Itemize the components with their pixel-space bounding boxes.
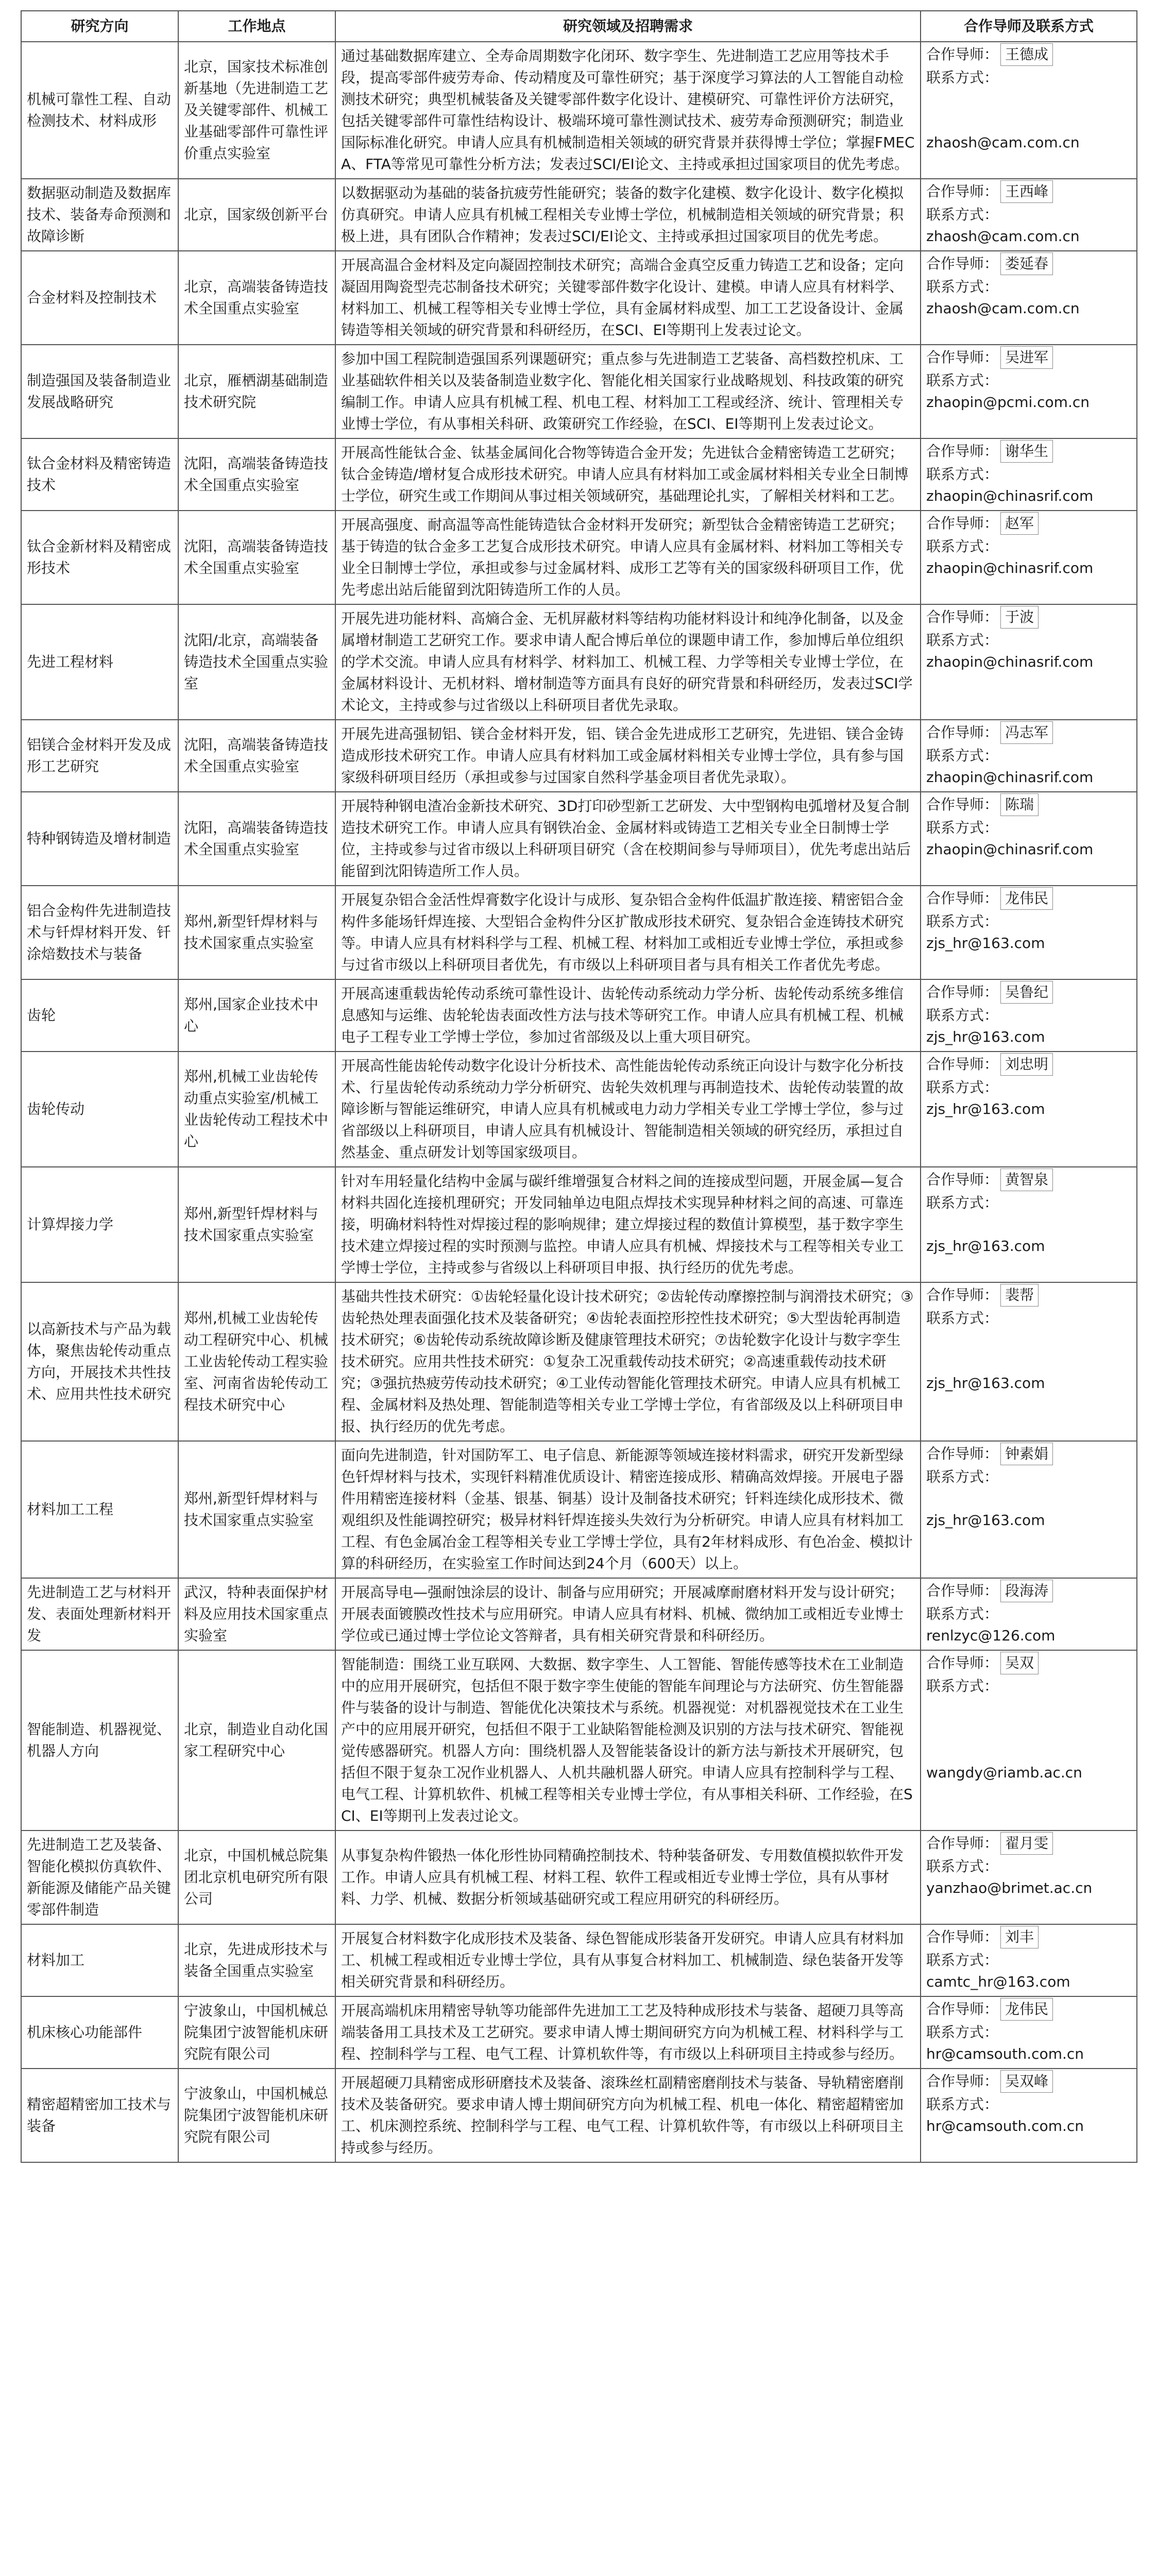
cell-direction: 精密超精密加工技术与装备	[21, 2069, 178, 2162]
cell-contact	[921, 251, 1137, 345]
contact-email-link[interactable]: zhaosh@cam.com.cn	[926, 228, 1080, 245]
cell-direction: 齿轮	[21, 979, 178, 1052]
contact-email-link[interactable]: zjs_hr@163.com	[926, 935, 1045, 952]
cell-location: 宁波象山，中国机械总院集团宁波智能机床研究院有限公司	[178, 2069, 335, 2162]
cell-direction: 铝合金构件先进制造技术与钎焊材料开发、钎涂焙数技术与装备	[21, 886, 178, 979]
advisor-label: 合作导师：	[926, 984, 999, 1001]
contact-label: 联系方式：	[926, 1310, 999, 1327]
table-row	[21, 792, 1137, 886]
cell-location: 沈阳，高端装备铸造技术全国重点实验室	[178, 792, 335, 886]
cell-requirements: 开展高性能齿轮传动数字化设计分析技术、高性能齿轮传动系统正向设计与数字化分析技术、行星齿轮传动系统动力学分析研究、齿轮失效机理与再制造技术、齿轮传动装置的故障诊断与智能运维研究，申请人应具有机械或电力动力学相关专业工学博士学位，参与过省部级以上科研项目，申请人应具有机械设计、智能制造相关领域的研究经历，承担过自然基金、重点研发计划等国家级项目。	[335, 1052, 921, 1167]
advisor-name: 段海涛	[1000, 1580, 1053, 1602]
cell-location: 北京，国家级创新平台	[178, 179, 335, 251]
advisor-line	[921, 1579, 1136, 1602]
header-requirements: 研究领域及招聘需求	[335, 11, 921, 42]
contact-label: 联系方式：	[926, 466, 999, 483]
cell-location: 北京，先进成形技术与装备全国重点实验室	[178, 1924, 335, 1996]
cell-requirements: 开展复杂铝合金活性焊膏数字化设计与成形、复杂铝合金构件低温扩散连接、精密铝合金构件多能场钎焊连接、大型铝合金构件分区扩散成形技术研究、复杂铝合金连铸技术研究等。申请人应具有材料科学与工程、机械工程、材料加工或相近专业博士学位，承担或参与过省市级以上科研项目者优先，有市级以上科研项目者与具有相关工作者优先考虑。	[335, 886, 921, 979]
cell-location: 郑州,国家企业技术中心	[178, 979, 335, 1052]
cell-requirements: 开展超硬刀具精密成形研磨技术及装备、滚珠丝杠副精密磨削技术与装备、导轨精密磨削技术及装备研究。要求申请人博士期间研究方向为机械工程、机电一体化、精密超精密加工、机床测控系统、控制科学与工程、电气工程、计算机软件等，有市级以上科研项目主持或参与经历。	[335, 2069, 921, 2162]
cell-requirements: 基础共性技术研究：①齿轮轻量化设计技术研究；②齿轮传动摩擦控制与润滑技术研究；③齿轮热处理表面强化技术及装备研究；④齿轮表面控形控性技术研究；⑤大型齿轮再制造技术研究；⑥齿轮传动系统故障诊断及健康管理技术研究；⑦齿轮数字化设计与数字孪生技术研究。应用共性技术研究：①复杂工况重载传动技术研究；②高速重载传动技术研究；③强抗热疲劳传动技术研究；④工业传动智能化管理技术研究。申请人应具有机械工程、金属材料及热处理、智能制造等相关专业工学博士学位，有省部级及以上科研项目申报、执行经历的优先考虑。	[335, 1282, 921, 1441]
cell-location: 郑州,新型钎焊材料与技术国家重点实验室	[178, 1441, 335, 1578]
advisor-label: 合作导师：	[926, 1286, 999, 1303]
cell-contact	[921, 1650, 1137, 1831]
table-row	[21, 179, 1137, 251]
advisor-label: 合作导师：	[926, 2073, 999, 2090]
advisor-name: 龙伟民	[1000, 887, 1053, 910]
advisor-label: 合作导师：	[926, 1654, 999, 1671]
cell-requirements: 开展复合材料数字化成形技术及装备、绿色智能成形装备开发研究。申请人应具有材料加工、机械工程或相近专业博士学位，具有从事复合材料加工、机械制造、绿色装备开发等相关研究背景和科研经历。	[335, 1924, 921, 1996]
cell-requirements: 以数据驱动为基础的装备抗疲劳性能研究；装备的数字化建模、数字化设计、数字化模拟仿真研究。申请人应具有机械工程相关专业博士学位，机械制造相关领域的研究背景；积极上进，具有团队合作精神；发表过SCI/EI论文、主持或承担过国家项目的优先考虑。	[335, 179, 921, 251]
contact-label: 联系方式：	[926, 1605, 999, 1622]
table-row	[21, 1650, 1137, 1831]
table-body	[21, 42, 1137, 2162]
contact-label: 联系方式：	[926, 1952, 999, 1969]
advisor-name: 吴双	[1000, 1652, 1039, 1674]
cell-requirements: 开展高速重载齿轮传动系统可靠性设计、齿轮传动系统动力学分析、齿轮传动系统多维信息感知与运维、齿轮轮齿表面改性方法与技术等研究工作。申请人应具有机械工程、机械电子工程专业工学博士学位，参加过省部级及以上重大项目研究。	[335, 979, 921, 1052]
contact-label: 联系方式：	[926, 747, 999, 764]
cell-contact	[921, 1996, 1137, 2069]
contact-label: 联系方式：	[926, 1194, 999, 1211]
cell-requirements: 开展先进功能材料、高熵合金、无机屏蔽材料等结构功能材料设计和纯净化制备，以及金属增材制造工艺研究工作。要求申请人配合博后单位的课题申请工作，参加博后单位组织的学术交流。申请人应具有材料学、材料加工、机械工程、力学等相关专业博士学位，在金属材料设计、无机材料、增材制造等方面具有良好的研究背景和科研经历，发表过SCI学术论文，主持或参与过省级以上科研项目者优先录取。	[335, 604, 921, 720]
advisor-label: 合作导师：	[926, 46, 999, 63]
advisor-name: 赵军	[1000, 512, 1039, 535]
advisor-line	[921, 720, 1136, 744]
advisor-label: 合作导师：	[926, 1056, 999, 1073]
cell-requirements: 智能制造：围绕工业互联网、大数据、数字孪生、人工智能、智能传感等技术在工业制造中的应用开展研究，包括但不限于数字孪生使能的智能车间理论与方法研究、仿生智能器件与装备的设计与制造、智能优化决策技术与系统。机器视觉：对机器视觉技术在工业生产中的应用展开研究，包括但不限于工业缺陷智能检测及识别的方法与技术研究、智能视觉传感器研究。机器人方向：围绕机器人及智能装备设计的新方法与新技术开展研究，包括但不限于复杂工况作业机器人、人机共融机器人研究。申请人应具有控制科学与工程、电气工程、计算机软件、机械工程等相关专业博士学位，有从事相关科研、工作经验，在SCI、EI等期刊上发表过论文。	[335, 1650, 921, 1831]
cell-contact	[921, 2069, 1137, 2162]
contact-email-link[interactable]: wangdy@riamb.ac.cn	[926, 1764, 1082, 1781]
table-row	[21, 1924, 1137, 1996]
cell-contact	[921, 1441, 1137, 1578]
advisor-label: 合作导师：	[926, 1445, 999, 1462]
recruitment-table-sheet	[21, 10, 1136, 2163]
cell-location: 沈阳/北京，高端装备铸造技术全国重点实验室	[178, 604, 335, 720]
cell-requirements: 针对车用轻量化结构中金属与碳纤维增强复合材料之间的连接成型问题，开展金属—复合材料共固化连接机理研究；开发同轴单边电阻点焊技术实现异种材料之间的高速、可靠连接，明确材料特性对焊接过程的影响规律；建立焊接过程的数值计算模型，基于数字孪生技术建立焊接过程的实时预测与监控。申请人应具有机械、焊接技术与工程等相关专业工学博士学位，主持或参与省级以上科研项目申报、执行经历的优先考虑。	[335, 1167, 921, 1282]
cell-requirements: 开展高端机床用精密导轨等功能部件先进加工工艺及特种成形技术与装备、超硬刀具等高端装备用工具技术及工艺研究。要求申请人博士期间研究方向为机械工程、材料科学与工程、控制科学与工程、电气工程、计算机软件等，有市级以上科研项目主持或参与经历。	[335, 1996, 921, 2069]
contact-label: 联系方式：	[926, 206, 999, 223]
contact-spacer	[921, 110, 1136, 132]
advisor-line	[921, 179, 1136, 203]
advisor-name: 翟月雯	[1000, 1832, 1053, 1855]
cell-direction: 钛合金材料及精密铸造技术	[21, 438, 178, 511]
cell-location: 郑州,机械工业齿轮传动重点实验室/机械工业齿轮传动工程技术中心	[178, 1052, 335, 1167]
advisor-label: 合作导师：	[926, 349, 999, 366]
advisor-line	[921, 1442, 1136, 1465]
cell-direction: 以高新技术与产品为载体，聚焦齿轮传动重点方向，开展技术共性技术、应用共性技术研究	[21, 1282, 178, 1441]
cell-contact	[921, 511, 1137, 604]
table-row	[21, 1167, 1137, 1282]
advisor-label: 合作导师：	[926, 183, 999, 200]
table-row	[21, 1831, 1137, 1924]
advisor-label: 合作导师：	[926, 255, 999, 272]
contact-email-link[interactable]: zhaopin@chinasrif.com	[926, 769, 1094, 786]
advisor-line	[921, 792, 1136, 816]
cell-direction: 铝镁合金材料开发及成形工艺研究	[21, 720, 178, 792]
contact-label: 联系方式：	[926, 819, 999, 836]
table-row	[21, 979, 1137, 1052]
advisor-label: 合作导师：	[926, 1928, 999, 1945]
cell-location: 宁波象山，中国机械总院集团宁波智能机床研究院有限公司	[178, 1996, 335, 2069]
cell-location: 郑州,新型钎焊材料与技术国家重点实验室	[178, 1167, 335, 1282]
contact-email-link[interactable]: zjs_hr@163.com	[926, 1512, 1045, 1529]
advisor-line	[921, 1052, 1136, 1076]
advisor-line	[921, 511, 1136, 535]
contact-email-link[interactable]: zhaopin@chinasrif.com	[926, 560, 1094, 577]
cell-contact	[921, 979, 1137, 1052]
advisor-label: 合作导师：	[926, 724, 999, 741]
advisor-name: 吴双峰	[1000, 2070, 1053, 2093]
cell-location: 北京，国家技术标准创新基地（先进制造工艺及关键零部件、机械工业基础零部件可靠性评价重点实验室	[178, 42, 335, 179]
header-contact: 合作导师及联系方式	[921, 11, 1137, 42]
advisor-label: 合作导师：	[926, 608, 999, 625]
advisor-name: 冯志军	[1000, 721, 1053, 744]
contact-label: 联系方式：	[926, 278, 999, 295]
cell-location: 武汉，特种表面保护材料及应用技术国家重点实验室	[178, 1578, 335, 1650]
cell-contact	[921, 1052, 1137, 1167]
cell-location: 北京，制造业自动化国家工程研究中心	[178, 1650, 335, 1831]
contact-label: 联系方式：	[926, 913, 999, 930]
contact-label: 联系方式：	[926, 1858, 999, 1875]
contact-spacer	[921, 1214, 1136, 1235]
cell-location: 沈阳，高端装备铸造技术全国重点实验室	[178, 438, 335, 511]
cell-direction: 材料加工工程	[21, 1441, 178, 1578]
table-row	[21, 438, 1137, 511]
advisor-line	[921, 980, 1136, 1004]
cell-requirements: 开展高导电—强耐蚀涂层的设计、制备与应用研究；开展减摩耐磨材料开发与设计研究；开展表面镀膜改性技术与应用研究。申请人应具有材料、机械、微纳加工或相近专业博士学位或已通过博士学位论文答辩者，具有相关研究背景和科研经历。	[335, 1578, 921, 1650]
advisor-label: 合作导师：	[926, 890, 999, 907]
advisor-label: 合作导师：	[926, 796, 999, 813]
advisor-name: 娄延春	[1000, 252, 1053, 275]
cell-requirements: 从事复杂构件锻热一体化形性协同精确控制技术、特种装备研发、专用数值模拟软件开发工作。申请人应具有机械工程、材料工程、软件工程或相近专业博士学位，具有从事材料、力学、机械、数据分析领域基础研究或工程应用研究的科研经历。	[335, 1831, 921, 1924]
contact-email-link[interactable]: zhaopin@chinasrif.com	[926, 841, 1094, 858]
table-row	[21, 604, 1137, 720]
cell-contact	[921, 1924, 1137, 1996]
cell-location: 北京，雁栖湖基础制造技术研究院	[178, 345, 335, 438]
cell-requirements: 参加中国工程院制造强国系列课题研究；重点参与先进制造工艺装备、高档数控机床、工业基础软件相关以及装备制造业数字化、智能化相关国家行业战略规划、科技政策的研究编制工作。申请人应具有机械工程、机电工程、材料加工工程或经济、统计、管理相关专业博士学位，有从事相关科研、政策研究工作经验，在SCI、EI等期刊上发表过论文。	[335, 345, 921, 438]
contact-email-link[interactable]: zjs_hr@163.com	[926, 1238, 1045, 1255]
cell-contact	[921, 179, 1137, 251]
advisor-name: 谢华生	[1000, 440, 1053, 463]
cell-contact	[921, 1578, 1137, 1650]
cell-contact	[921, 604, 1137, 720]
advisor-label: 合作导师：	[926, 1582, 999, 1599]
cell-location: 郑州,新型钎焊材料与技术国家重点实验室	[178, 886, 335, 979]
contact-spacer	[921, 1329, 1136, 1351]
table-row	[21, 1441, 1137, 1578]
advisor-name: 吴鲁纪	[1000, 981, 1053, 1004]
table-row	[21, 511, 1137, 604]
cell-contact	[921, 792, 1137, 886]
cell-requirements: 面向先进制造，针对国防军工、电子信息、新能源等领域连接材料需求，研究开发新型绿色钎焊材料与技术，实现钎料精准优质设计、精密连接成形、精确高效焊接。开展电子器件用精密连接材料（金基、银基、铜基）设计及制备技术研究；钎料连续化成形技术、微观组织及性能调控研究；极异材料钎焊连接头失效行为分析研究。申请人应具有材料加工工程、有色金属冶金工程等相关专业工学博士学位，具有2年材料成形、有色冶金、模拟计算的科研经历，在实验室工作时间达到24个月（600天）以上。	[335, 1441, 921, 1578]
cell-contact	[921, 886, 1137, 979]
contact-label: 联系方式：	[926, 2024, 999, 2041]
table-row	[21, 886, 1137, 979]
advisor-line	[921, 42, 1136, 66]
contact-spacer	[921, 89, 1136, 110]
advisor-name: 陈瑞	[1000, 793, 1039, 816]
cell-direction: 合金材料及控制技术	[21, 251, 178, 345]
advisor-line	[921, 1167, 1136, 1191]
cell-requirements: 开展高强度、耐高温等高性能铸造钛合金材料开发研究；新型钛合金精密铸造工艺研究；基于铸造的钛合金多工艺复合成形技术研究。申请人应具有金属材料、材料加工等相关专业全日制博士学位，承担或参与过金属材料、成形工艺等有关的国家级科研项目工作，优先考虑出站后能留到沈阳铸造所工作的人员。	[335, 511, 921, 604]
cell-requirements: 开展特种钢电渣冶金新技术研究、3D打印砂型新工艺研发、大中型钢构电弧增材及复合制造技术研究工作。申请人应具有钢铁冶金、金属材料或铸造工艺相关专业全日制博士学位，主持或参与过省市级以上科研项目研究（含在校期间参与导师项目），优先考虑出站后能留到沈阳铸造所工作人员。	[335, 792, 921, 886]
recruitment-table	[21, 10, 1137, 2163]
advisor-name: 王西峰	[1000, 180, 1053, 203]
contact-email-link[interactable]: zhaosh@cam.com.cn	[926, 134, 1080, 151]
cell-direction: 计算焊接力学	[21, 1167, 178, 1282]
table-row	[21, 1578, 1137, 1650]
contact-email-link[interactable]: hr@camsouth.com.cn	[926, 2045, 1084, 2062]
cell-contact	[921, 438, 1137, 511]
advisor-label: 合作导师：	[926, 1835, 999, 1852]
cell-contact	[921, 1167, 1137, 1282]
contact-email-link[interactable]: zhaosh@cam.com.cn	[926, 300, 1080, 317]
advisor-label: 合作导师：	[926, 515, 999, 532]
cell-contact	[921, 42, 1137, 179]
contact-label: 联系方式：	[926, 538, 999, 555]
cell-location: 北京，中国机械总院集团北京机电研究所有限公司	[178, 1831, 335, 1924]
cell-direction: 数据驱动制造及数据库技术、装备寿命预测和故障诊断	[21, 179, 178, 251]
contact-email-link[interactable]: yanzhao@brimet.ac.cn	[926, 1879, 1093, 1896]
advisor-line	[921, 886, 1136, 910]
contact-label: 联系方式：	[926, 1079, 999, 1096]
cell-direction: 智能制造、机器视觉、机器人方向	[21, 1650, 178, 1831]
table-row	[21, 720, 1137, 792]
contact-spacer	[921, 1719, 1136, 1740]
contact-email-link[interactable]: hr@camsouth.com.cn	[926, 2117, 1084, 2134]
advisor-name: 刘丰	[1000, 1926, 1039, 1948]
cell-direction: 先进制造工艺及装备、智能化模拟仿真软件、新能源及储能产品关键零部件制造	[21, 1831, 178, 1924]
table-row	[21, 1282, 1137, 1441]
contact-email-link[interactable]: zhaopin@chinasrif.com	[926, 487, 1094, 504]
contact-spacer	[921, 1697, 1136, 1719]
contact-label: 联系方式：	[926, 2096, 999, 2113]
contact-spacer	[921, 1740, 1136, 1762]
contact-label: 联系方式：	[926, 1007, 999, 1024]
advisor-line	[921, 251, 1136, 275]
contact-email-link[interactable]: renlzyc@126.com	[926, 1627, 1056, 1644]
advisor-name: 钟素娟	[1000, 1443, 1053, 1465]
header-location: 工作地点	[178, 11, 335, 42]
table-row	[21, 251, 1137, 345]
cell-direction: 特种钢铸造及增材制造	[21, 792, 178, 886]
advisor-line	[921, 439, 1136, 463]
advisor-label: 合作导师：	[926, 1171, 999, 1188]
contact-label: 联系方式：	[926, 69, 999, 86]
advisor-line	[921, 2069, 1136, 2093]
advisor-name: 龙伟民	[1000, 1998, 1053, 2021]
advisor-name: 吴进军	[1000, 346, 1053, 369]
advisor-line	[921, 1651, 1136, 1674]
table-header-row	[21, 11, 1137, 42]
cell-direction: 先进工程材料	[21, 604, 178, 720]
advisor-line	[921, 605, 1136, 629]
contact-email-link[interactable]: zjs_hr@163.com	[926, 1100, 1045, 1117]
advisor-line	[921, 1283, 1136, 1307]
cell-location: 北京，高端装备铸造技术全国重点实验室	[178, 251, 335, 345]
cell-contact	[921, 1831, 1137, 1924]
advisor-label: 合作导师：	[926, 443, 999, 460]
cell-direction: 钛合金新材料及精密成形技术	[21, 511, 178, 604]
contact-spacer	[921, 1351, 1136, 1372]
cell-location: 沈阳，高端装备铸造技术全国重点实验室	[178, 720, 335, 792]
table-row	[21, 2069, 1137, 2162]
contact-label: 联系方式：	[926, 632, 999, 649]
cell-contact	[921, 1282, 1137, 1441]
advisor-name: 王德成	[1000, 43, 1053, 66]
advisor-name: 裴帮	[1000, 1284, 1039, 1307]
table-row	[21, 345, 1137, 438]
contact-email-link[interactable]: zhaopin@pcmi.com.cn	[926, 394, 1090, 411]
advisor-line	[921, 1997, 1136, 2021]
cell-contact	[921, 345, 1137, 438]
advisor-name: 黄智泉	[1000, 1168, 1053, 1191]
cell-requirements: 开展高性能钛合金、钛基金属间化合物等铸造合金开发；先进钛合金精密铸造工艺研究；钛合金铸造/增材复合成形技术研究。申请人应具有材料加工或金属材料相关专业全日制博士学位，研究生或工作期间从事过相关领域研究，基础理论扎实，了解相关材料和工艺。	[335, 438, 921, 511]
cell-requirements: 开展先进高强韧铝、镁合金材料开发，铝、镁合金先进成形工艺研究，先进铝、镁合金铸造成形技术研究工作。申请人应具有材料加工或金属材料相关专业博士学位，具有参与国家级科研项目经历（承担或参与过国家自然科学基金项目者优先录取）。	[335, 720, 921, 792]
contact-email-link[interactable]: camtc_hr@163.com	[926, 1973, 1070, 1990]
cell-direction: 机械可靠性工程、自动检测技术、材料成形	[21, 42, 178, 179]
cell-requirements: 开展高温合金材料及定向凝固控制技术研究；高端合金真空反重力铸造工艺和设备；定向凝固用陶瓷型壳芯制备技术研究；关键零部件数字化设计、建模。申请人应具有材料学、材料加工、机械工程等相关专业博士学位，具有金属材料成型、加工工艺设备设计、金属铸造等相关领域的研究背景和科研经历，在SCI、EI等期刊上发表过论文。	[335, 251, 921, 345]
cell-requirements: 通过基础数据库建立、全寿命周期数字化闭环、数字孪生、先进制造工艺应用等技术手段，提高零部件疲劳寿命、传动精度及可靠性研究；基于深度学习算法的人工智能自动检测技术研究；典型机械装备及关键零部件数字化设计、建模研究、可靠性评价方法研究，包括关键零部件可靠性结构设计、极端环境可靠性测试技术、疲劳寿命预测研究；制造业国际标准化研究。申请人应具有机械制造相关领域的研究背景并获得博士学位；掌握FMECA、FTA等常见可靠性分析方法；发表过SCI/EI论文、主持或承担过国家项目的优先考虑。	[335, 42, 921, 179]
advisor-name: 于波	[1000, 606, 1039, 629]
cell-direction: 齿轮传动	[21, 1052, 178, 1167]
contact-label: 联系方式：	[926, 1468, 999, 1485]
table-row	[21, 42, 1137, 179]
contact-label: 联系方式：	[926, 372, 999, 389]
contact-label: 联系方式：	[926, 1677, 999, 1694]
advisor-name: 刘忠明	[1000, 1053, 1053, 1076]
header-direction: 研究方向	[21, 11, 178, 42]
table-row	[21, 1052, 1137, 1167]
advisor-line	[921, 1831, 1136, 1855]
advisor-label: 合作导师：	[926, 2001, 999, 2018]
cell-direction: 先进制造工艺与材料开发、表面处理新材料开发	[21, 1578, 178, 1650]
cell-contact	[921, 720, 1137, 792]
contact-spacer	[921, 1488, 1136, 1510]
cell-location: 沈阳，高端装备铸造技术全国重点实验室	[178, 511, 335, 604]
contact-email-link[interactable]: zhaopin@chinasrif.com	[926, 653, 1094, 670]
cell-direction: 机床核心功能部件	[21, 1996, 178, 2069]
cell-direction: 制造强国及装备制造业发展战略研究	[21, 345, 178, 438]
contact-email-link[interactable]: zjs_hr@163.com	[926, 1028, 1045, 1045]
advisor-line	[921, 345, 1136, 369]
table-row	[21, 1996, 1137, 2069]
cell-location: 郑州,机械工业齿轮传动工程研究中心、机械工业齿轮传动工程实验室、河南省齿轮传动工程技术研究中心	[178, 1282, 335, 1441]
contact-email-link[interactable]: zjs_hr@163.com	[926, 1375, 1045, 1392]
cell-direction: 材料加工	[21, 1924, 178, 1996]
advisor-line	[921, 1925, 1136, 1948]
